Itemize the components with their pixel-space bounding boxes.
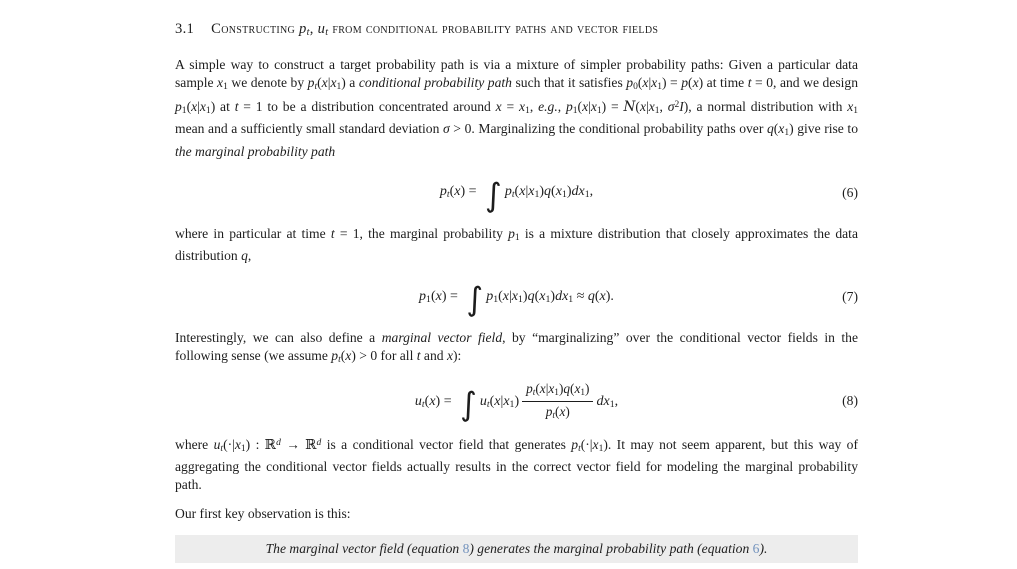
section-number: 3.1 [175, 21, 195, 37]
equation-7-body: p1(x) = ∫ p1(x|x1)q(x1)dx1 ≈ q(x). [419, 279, 614, 318]
section-heading [175, 21, 858, 38]
paragraph-1: A simple way to construct a target probability path is via a mixture of simpler probability paths: Given a particular data sample x1 we denote by pt(x|x1) a conditional probability path such that it satisfies p0(x|x1) = p(x) at time t = 0, and we design p1(x|x1) at t = 1 to be a distribution concentrated around x = x1, e.g., p1(x|x1) = N(x|x1, $\sigma^2I$), a normal distribution with x1 mean and a sufficiently small standard deviation σ > 0. Marginalizing the conditional probability paths over q(x1) give rise to the marginal probability path [175, 57, 859, 159]
equation-8 [175, 381, 858, 422]
paragraph-3: Interestingly, we can also define a marginal vector field, by “marginalizing” over the conditional vector fields in the following sense (we assume pt(x) > 0 for all t and x): [175, 329, 858, 365]
equation-ref-link[interactable]: 8 [462, 541, 470, 557]
section-title: Constructing pt, ut from conditional probability paths and vector fields [211, 21, 659, 39]
fraction-denominator: pt(x) [522, 401, 593, 422]
equation-8-body [415, 381, 618, 422]
equation-8-right: dx1, [596, 393, 619, 410]
paper-content [175, 0, 858, 563]
equation-6-body: pt(x) = ∫ pt(x|x1)q(x1)dx1, [439, 175, 594, 214]
key-observation-box [175, 535, 858, 563]
equation-7-number: (7) [842, 288, 858, 304]
equation-6 [175, 173, 858, 213]
fraction-numerator: pt(x|x1)q(x1) [526, 380, 590, 398]
paragraph-2: where in particular at time t = 1, the marginal probability p1 is a mixture distribution that closely approximates the data distribution q, [175, 225, 858, 263]
paragraph-5: Our first key observation is this: [175, 506, 351, 522]
equation-8-fraction [522, 381, 593, 422]
equation-ref-link[interactable]: 6 [752, 541, 760, 557]
equation-8-left: ut(x) = ∫ ut(x|x1) [414, 384, 520, 423]
equation-6-number: (6) [842, 184, 858, 200]
equation-7 [175, 277, 858, 317]
equation-8-number: (8) [842, 393, 858, 409]
key-observation-text: The marginal vector field (equation 8) generates the marginal probability path (equation 6). [265, 541, 768, 557]
paragraph-4: where ut(·|x1) : ℝ$^d$ → ℝ$^d$ is a conditional vector field that generates pt(·|x1). It may not seem apparent, but this way of aggregating the conditional vector fields actually results in the correct vector field for modeling the marginal probability path. [175, 437, 859, 493]
